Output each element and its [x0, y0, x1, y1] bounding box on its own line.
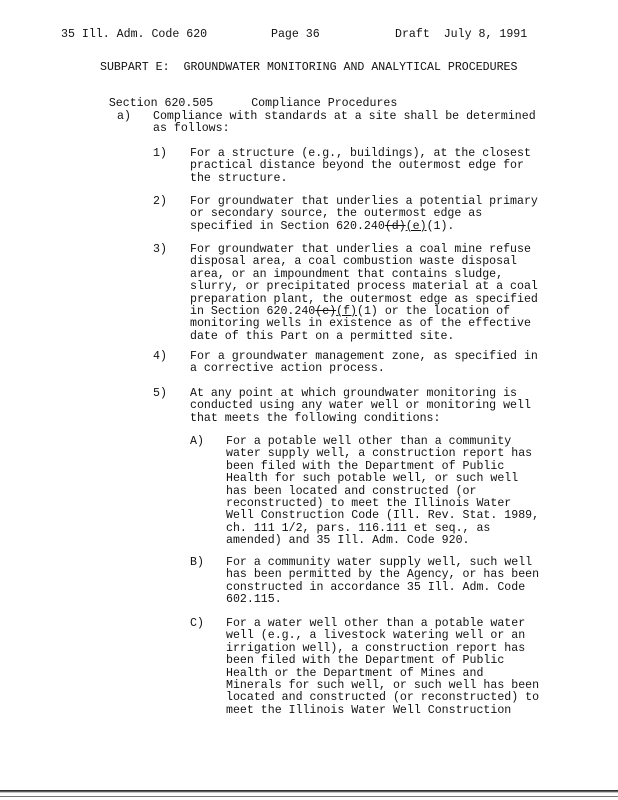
item-1-label: 1)	[153, 147, 167, 160]
subitem-C-label: C)	[190, 617, 204, 630]
item-2-inserted-reference: (e)	[405, 219, 427, 233]
item-3-inserted-reference: (f)	[336, 305, 357, 319]
item-2-text-main: For groundwater that underlies a potential primary or secondary source, the outermost edge as specified in Section 620.240	[190, 195, 538, 233]
scan-edge-line-lower	[0, 796, 618, 797]
scan-edge-line	[0, 790, 618, 793]
item-3-struck-reference: (e)	[315, 305, 337, 319]
subitem-B-text: For a community water supply well, such well has been permitted by the Agency, or has been constructed in accordance 35 Ill. Adm. Code 602.115.	[226, 556, 540, 607]
item-3-text	[190, 244, 538, 343]
section-number: Section 620.505	[108, 97, 214, 111]
item-2-text	[190, 196, 538, 233]
item-3-label: 3)	[153, 243, 167, 256]
item-2-struck-reference: (d)	[384, 219, 406, 233]
item-2-label: 2)	[153, 195, 167, 208]
page-header	[61, 29, 541, 43]
paragraph-a-label: a)	[117, 110, 131, 123]
item-5-text: At any point at which groundwater monitoring is conducted using any water well or monitoring well that meets the following conditions:	[190, 387, 531, 425]
item-1-text: For a structure (e.g., buildings), at the closest practical distance beyond the outermost edge for the structure.	[190, 147, 531, 185]
header-page-number: Page 36	[271, 28, 320, 41]
section-title: Compliance Procedures	[251, 97, 398, 111]
subitem-A-label: A)	[190, 435, 204, 448]
item-3-text-main: For groundwater that underlies a coal mine refuse disposal area, a coal combustion waste disposal area, or an impoundment that contains sludge, slurry, or precipitated process material at a coal preparation plant, the outermost edge as specified in Section 620.240	[190, 243, 538, 319]
subpart-title: SUBPART E: GROUNDWATER MONITORING AND ANALYTICAL PROCEDURES	[100, 61, 518, 74]
item-4-label: 4)	[153, 350, 167, 363]
item-2-text-end: (1).	[426, 219, 455, 233]
subitem-A-text: For a potable well other than a community water supply well, a construction report has been filed with the Department of Public Health for such potable well, or such well has been located and constructed (or reconstructed) to meet the Illinois Water Well Construction Code (Ill. Rev. Stat. 1989, ch. 111 1/2, pars. 116.111 et seq., as amended) and 35 Ill. Adm. Code 920.	[226, 435, 540, 548]
header-citation: 35 Ill. Adm. Code 620	[61, 28, 208, 41]
subitem-C-text: For a water well other than a potable water well (e.g., a livestock watering well or an irrigation well), a construction report has been filed with the Department of Public Health or the Department of Mines and Minerals for such well, or such well has been located and constructed (or reconstructed) to meet the Illinois Water Well Construction	[226, 617, 540, 717]
header-draft-date: Draft July 8, 1991	[395, 28, 528, 41]
subitem-B-label: B)	[190, 556, 204, 569]
item-3-text-end: (1) or the location of monitoring wells in existence as of the effective date of this Part on a permitted site.	[190, 305, 531, 343]
item-4-text: For a groundwater management zone, as specified in a corrective action process.	[190, 350, 538, 376]
item-5-label: 5)	[153, 387, 167, 400]
paragraph-a-text: Compliance with standards at a site shall be determined as follows:	[153, 110, 536, 136]
